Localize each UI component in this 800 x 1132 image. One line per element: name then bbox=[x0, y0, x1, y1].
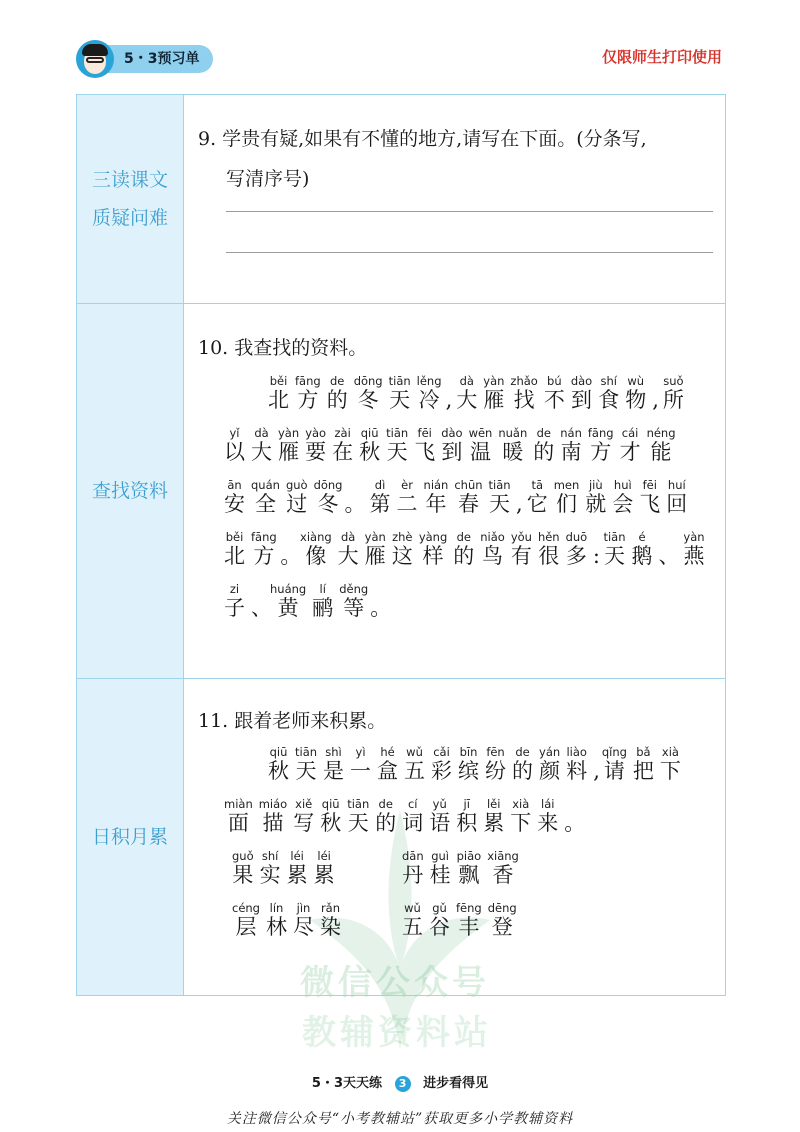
punctuation: : bbox=[592, 544, 600, 568]
pinyin-line bbox=[198, 747, 713, 785]
hanzi-char: 会huì bbox=[612, 478, 634, 516]
hanzi-char: 丰fēng bbox=[456, 901, 482, 939]
hanzi-char: 子zi bbox=[224, 582, 245, 620]
hanzi-char: 所suǒ bbox=[662, 374, 684, 412]
hanzi-char: 方fāng bbox=[251, 530, 277, 568]
section-label-line: 查找资料 bbox=[91, 480, 168, 502]
hanzi-char: 料liào bbox=[566, 745, 588, 783]
hanzi-char: 飘piāo bbox=[456, 849, 482, 887]
pinyin-line bbox=[402, 851, 572, 889]
footer-right: 进步看得见 bbox=[423, 1076, 489, 1091]
hanzi-char: 面miàn bbox=[224, 797, 253, 835]
hanzi-char: 在zài bbox=[332, 426, 354, 464]
hanzi-char: 燕yàn bbox=[683, 530, 705, 568]
header-badge bbox=[76, 40, 213, 78]
question-number: 9. bbox=[198, 128, 217, 150]
punctuation: 、 bbox=[658, 544, 680, 568]
hanzi-char: 北běi bbox=[268, 374, 289, 412]
pinyin-line bbox=[198, 480, 713, 518]
hanzi-char: 北běi bbox=[224, 530, 245, 568]
pinyin-line bbox=[232, 903, 402, 941]
header-badge-label: 5・3预习单 bbox=[102, 45, 213, 73]
hanzi-char: 缤bīn bbox=[458, 745, 480, 783]
hanzi-char: 五wǔ bbox=[404, 745, 426, 783]
answer-line[interactable] bbox=[226, 211, 713, 212]
hanzi-char: 天tiān bbox=[295, 745, 318, 783]
hanzi-char: 层céng bbox=[232, 901, 260, 939]
hanzi-char: 就jiù bbox=[585, 478, 607, 516]
hanzi-char: 二èr bbox=[396, 478, 418, 516]
hanzi-char: 天tiān bbox=[347, 797, 370, 835]
section-label bbox=[77, 304, 184, 678]
question-text: 我查找的资料。 bbox=[234, 337, 368, 359]
hanzi-char: 很hěn bbox=[537, 530, 560, 568]
hanzi-char: 暖nuǎn bbox=[498, 426, 528, 464]
question-9-continued: 写清序号) bbox=[226, 168, 310, 190]
hanzi-char: 有yǒu bbox=[510, 530, 532, 568]
pinyin-line bbox=[198, 799, 713, 837]
hanzi-char: 回huí bbox=[666, 478, 688, 516]
hanzi-char: 词cí bbox=[402, 797, 424, 835]
hanzi-char: 鹂lí bbox=[312, 582, 334, 620]
section-label-line: 日积月累 bbox=[91, 826, 168, 848]
hanzi-char: 把bǎ bbox=[632, 745, 654, 783]
hanzi-char: 丹dān bbox=[402, 849, 424, 887]
hanzi-char: 过guò bbox=[285, 478, 308, 516]
hanzi-char: 它tā bbox=[526, 478, 548, 516]
hanzi-char: 要yào bbox=[305, 426, 327, 464]
punctuation: 。 bbox=[370, 596, 392, 620]
hanzi-char: 能néng bbox=[646, 426, 676, 464]
hanzi-char: 南nán bbox=[560, 426, 582, 464]
hanzi-char: 秋qiū bbox=[359, 426, 381, 464]
hanzi-char: 谷gǔ bbox=[429, 901, 450, 939]
hanzi-char: 纷fēn bbox=[485, 745, 507, 783]
hanzi-char: 鹅é bbox=[631, 530, 653, 568]
question-11 bbox=[198, 701, 713, 741]
hanzi-char: 秋qiū bbox=[320, 797, 342, 835]
section-label bbox=[77, 679, 184, 995]
answer-line[interactable] bbox=[226, 252, 713, 253]
hanzi-char: 桂guì bbox=[429, 849, 451, 887]
hanzi-char: 雁yàn bbox=[278, 426, 300, 464]
hanzi-char: 的de bbox=[326, 374, 348, 412]
section-row-question bbox=[77, 95, 725, 304]
hanzi-char: 以yǐ bbox=[224, 426, 245, 464]
hanzi-char: 等děng bbox=[339, 582, 369, 620]
hanzi-char: 冬dōng bbox=[313, 478, 343, 516]
hanzi-char: 累léi bbox=[286, 849, 308, 887]
section-label-line: 三读课文 bbox=[91, 169, 168, 191]
word-item bbox=[232, 903, 402, 941]
hanzi-char: 大dà bbox=[251, 426, 272, 464]
section-row-research bbox=[77, 304, 725, 679]
pinyin-line bbox=[198, 376, 713, 414]
hanzi-char: 彩cǎi bbox=[431, 745, 453, 783]
hanzi-char: 食shí bbox=[598, 374, 620, 412]
hanzi-char: 黄huáng bbox=[270, 582, 307, 620]
hanzi-char: 第dì bbox=[369, 478, 391, 516]
question-text: 学贵有疑,如果有不懂的地方,请写在下面。(分条写, bbox=[222, 128, 647, 150]
word-row bbox=[198, 851, 713, 889]
hanzi-char: 安ān bbox=[224, 478, 245, 516]
word-item bbox=[402, 903, 572, 941]
punctuation: 。 bbox=[564, 811, 586, 835]
hanzi-char: 到dào bbox=[441, 426, 463, 464]
hanzi-char: 春chūn bbox=[454, 478, 483, 516]
hanzi-char: 天tiān bbox=[603, 530, 626, 568]
hanzi-char: 才cái bbox=[619, 426, 641, 464]
hanzi-char: 天tiān bbox=[488, 478, 511, 516]
hanzi-char: 下xià bbox=[659, 745, 681, 783]
section-content bbox=[184, 95, 725, 303]
hanzi-char: 尽jìn bbox=[293, 901, 314, 939]
pinyin-line bbox=[198, 584, 713, 622]
hanzi-char: 颜yán bbox=[539, 745, 561, 783]
hanzi-char: 多duō bbox=[565, 530, 588, 568]
question-number: 10. bbox=[198, 337, 229, 359]
hanzi-char: 是shì bbox=[323, 745, 345, 783]
research-passage bbox=[198, 376, 713, 622]
section-row-accumulate bbox=[77, 679, 725, 995]
hanzi-char: 方fāng bbox=[295, 374, 321, 412]
hanzi-char: 冷lěng bbox=[416, 374, 442, 412]
punctuation: , bbox=[652, 388, 659, 412]
word-item bbox=[402, 851, 572, 889]
question-9 bbox=[198, 119, 713, 159]
hanzi-char: 累lěi bbox=[483, 797, 505, 835]
hanzi-char: 的de bbox=[533, 426, 555, 464]
hanzi-char: 大dà bbox=[337, 530, 359, 568]
section-content bbox=[184, 679, 725, 995]
word-grid bbox=[198, 851, 713, 941]
hanzi-char: 天tiān bbox=[386, 426, 409, 464]
hanzi-char: 秋qiū bbox=[268, 745, 289, 783]
pinyin-line bbox=[198, 532, 713, 570]
word-item bbox=[232, 851, 402, 889]
hanzi-char: 请qǐng bbox=[601, 745, 627, 783]
punctuation: 。 bbox=[280, 544, 302, 568]
hanzi-char: 们men bbox=[553, 478, 580, 516]
worksheet-table bbox=[76, 94, 726, 996]
hanzi-char: 全quán bbox=[251, 478, 280, 516]
hanzi-char: 飞fēi bbox=[414, 426, 436, 464]
hanzi-char: 鸟niǎo bbox=[480, 530, 505, 568]
hanzi-char: 雁yàn bbox=[364, 530, 386, 568]
hanzi-char: 果guǒ bbox=[232, 849, 254, 887]
hanzi-char: 找zhǎo bbox=[510, 374, 538, 412]
hanzi-char: 的de bbox=[512, 745, 534, 783]
pinyin-line bbox=[198, 428, 713, 466]
hanzi-char: 的de bbox=[375, 797, 397, 835]
print-notice: 仅限师生打印使用 bbox=[601, 48, 722, 66]
hanzi-char: 像xiàng bbox=[300, 530, 332, 568]
section-content bbox=[184, 304, 725, 678]
hanzi-char: 的de bbox=[453, 530, 475, 568]
pinyin-line bbox=[232, 851, 402, 889]
hanzi-char: 登dēng bbox=[487, 901, 517, 939]
punctuation: , bbox=[516, 492, 523, 516]
hanzi-char: 方fāng bbox=[587, 426, 614, 464]
hanzi-char: 年nián bbox=[423, 478, 449, 516]
hanzi-char: 累léi bbox=[313, 849, 335, 887]
punctuation: 。 bbox=[344, 492, 366, 516]
accumulate-passage bbox=[198, 747, 713, 837]
footer bbox=[0, 1072, 800, 1092]
hanzi-char: 物wù bbox=[625, 374, 647, 412]
section-label bbox=[77, 95, 184, 303]
pinyin-line bbox=[402, 903, 572, 941]
hanzi-char: 冬dōng bbox=[353, 374, 383, 412]
hanzi-char: 香xiāng bbox=[487, 849, 519, 887]
hanzi-char: 一yì bbox=[350, 745, 372, 783]
hanzi-char: 五wǔ bbox=[402, 901, 423, 939]
punctuation: , bbox=[593, 759, 600, 783]
hanzi-char: 写xiě bbox=[293, 797, 315, 835]
hanzi-char: 盒hé bbox=[377, 745, 399, 783]
section-label-line: 质疑问难 bbox=[91, 207, 168, 229]
hanzi-char: 描miáo bbox=[258, 797, 288, 835]
watermark-text-2: 教辅资料站 bbox=[302, 1013, 492, 1053]
punctuation: , bbox=[445, 388, 453, 412]
hanzi-char: 来lái bbox=[537, 797, 559, 835]
hanzi-char: 雁yàn bbox=[483, 374, 505, 412]
hanzi-char: 大dà bbox=[456, 374, 478, 412]
word-row bbox=[198, 903, 713, 941]
hanzi-char: 天tiān bbox=[388, 374, 411, 412]
hanzi-char: 积jī bbox=[456, 797, 478, 835]
bottom-note: 关注微信公众号“小考教辅站”获取更多小学教辅资料 bbox=[226, 1111, 574, 1127]
hanzi-char: 林lín bbox=[266, 901, 287, 939]
hanzi-char: 样yàng bbox=[418, 530, 448, 568]
hanzi-char: 到dào bbox=[570, 374, 593, 412]
footer-left: 5・3天天练 bbox=[311, 1076, 382, 1091]
hanzi-char: 语yǔ bbox=[429, 797, 451, 835]
page-number: 3 bbox=[395, 1076, 411, 1092]
hanzi-char: 飞fēi bbox=[639, 478, 661, 516]
question-text: 跟着老师来积累。 bbox=[234, 710, 387, 732]
question-10 bbox=[198, 328, 713, 368]
punctuation: 、 bbox=[251, 596, 272, 620]
mascot-avatar-icon bbox=[76, 40, 114, 78]
hanzi-char: 下xià bbox=[510, 797, 532, 835]
hanzi-char: 这zhè bbox=[391, 530, 413, 568]
question-number: 11. bbox=[198, 710, 229, 732]
hanzi-char: 染rǎn bbox=[320, 901, 341, 939]
hanzi-char: 温wēn bbox=[468, 426, 493, 464]
hanzi-char: 不bú bbox=[543, 374, 565, 412]
hanzi-char: 实shí bbox=[259, 849, 281, 887]
watermark-text-1: 微信公众号 bbox=[300, 963, 490, 1003]
